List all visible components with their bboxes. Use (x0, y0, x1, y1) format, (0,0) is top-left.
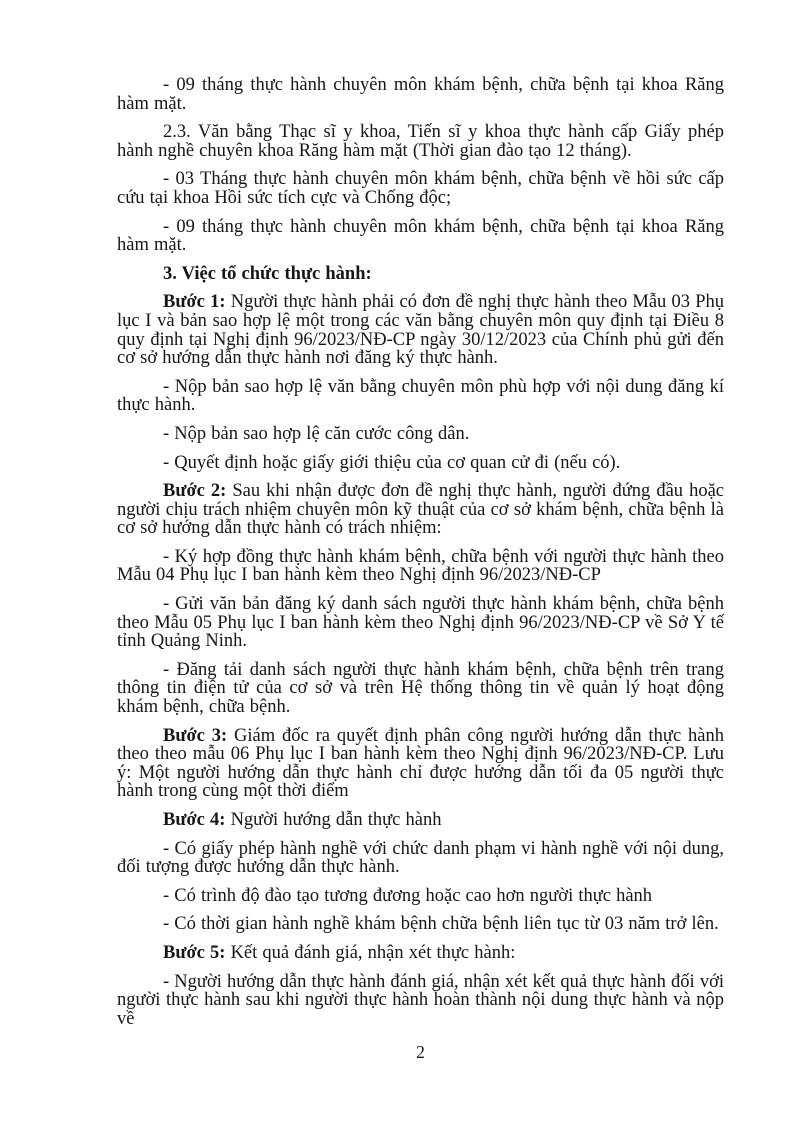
paragraph-bold-prefix: Bước 4: (163, 810, 226, 830)
paragraph (117, 218, 724, 255)
paragraph (117, 378, 724, 415)
paragraph (117, 661, 724, 717)
paragraph-text: - 09 tháng thực hành chuyên môn khám bệnh, chữa bệnh tại khoa Răng hàm mặt. (117, 216, 724, 256)
paragraph-text: - Nộp bản sao hợp lệ căn cước công dân. (163, 423, 470, 444)
paragraph-text: Giám đốc ra quyết định phân công người hướng dẫn thực hành theo theo mẫu 06 Phụ lục I ban hành kèm theo Nghị định 96/2023/NĐ-CP. Lưu ý: Một người hướng dẫn thực hành chỉ được hướng dẫn tối đa 05 người thực hành trong cùng một thời điểm (117, 725, 724, 802)
paragraph-text: Kết quả đánh giá, nhận xét thực hành: (225, 942, 516, 963)
paragraph-text: - Quyết định hoặc giấy giới thiệu của cơ quan cử đi (nếu có). (163, 452, 621, 473)
document-body (117, 76, 724, 1028)
paragraph-bold-prefix: Bước 3: (163, 725, 228, 746)
paragraph-text: - Đăng tải danh sách người thực hành khám bệnh, chữa bệnh trên trang thông tin điện tử của cơ sở và trên Hệ thống thông tin về quản lý hoạt động khám bệnh, chữa bệnh. (117, 659, 724, 718)
paragraph-text: - Có giấy phép hành nghề với chức danh phạm vi hành nghề với nội dung, đối tượng được hướng dẫn thực hành. (117, 838, 724, 878)
page-number: 2 (416, 1042, 425, 1062)
paragraph (117, 293, 724, 367)
paragraph-text: Người thực hành phải có đơn đề nghị thực hành theo Mẫu 03 Phụ lục I và bản sao hợp lệ một trong các văn bằng chuyên môn quy định tại Điều 8 quy định tại Nghị định 96/2023/NĐ-CP ngày 30/12/2023 của Chính phủ gửi đến cơ sở hướng dẫn thực hành nơi đăng ký thực hành. (117, 292, 724, 369)
paragraph-text: - Có thời gian hành nghề khám bệnh chữa bệnh liên tục từ 03 năm trở lên. (163, 914, 719, 935)
paragraph-text: - Ký hợp đồng thực hành khám bệnh, chữa bệnh với người thực hành theo Mẫu 04 Phụ lục I ban hành kèm theo Nghị định 96/2023/NĐ-CP (117, 546, 724, 586)
paragraph-text: - Người hướng dẫn thực hành đánh giá, nhận xét kết quả thực hành đối với người thực hành sau khi người thực hành hoàn thành nội dung thực hành và nộp về (117, 971, 724, 1029)
paragraph (117, 973, 724, 1029)
paragraph-text: - Nộp bản sao hợp lệ văn bằng chuyên môn phù hợp với nội dung đăng kí thực hành. (117, 376, 724, 416)
paragraph-bold-prefix: Bước 2: (163, 481, 227, 502)
paragraph-text: Người hướng dẫn thực hành (225, 810, 442, 830)
paragraph-text: - 09 tháng thực hành chuyên môn khám bệnh, chữa bệnh tại khoa Răng hàm mặt. (117, 75, 724, 114)
paragraph (117, 76, 724, 113)
paragraph-text: - 03 Tháng thực hành chuyên môn khám bệnh, chữa bệnh về hồi sức cấp cứu tại khoa Hồi sức tích cực và Chống độc; (117, 169, 724, 208)
paragraph-bold-prefix: Bước 5: (163, 942, 226, 963)
paragraph-text: - Gửi văn bản đăng ký danh sách người thực hành khám bệnh, chữa bệnh theo Mẫu 05 Phụ lục I ban hành kèm theo Nghị định 96/2023/NĐ-CP về Sở Y tế tỉnh Quảng Ninh. (117, 594, 724, 652)
paragraph (117, 811, 724, 830)
paragraph (117, 170, 724, 207)
paragraph (117, 425, 724, 444)
paragraph (117, 915, 724, 934)
paragraph (117, 454, 724, 473)
paragraph-text: - Có trình độ đào tạo tương đương hoặc cao hơn người thực hành (163, 885, 653, 906)
paragraph (117, 840, 724, 877)
paragraph-text: Sau khi nhận được đơn đề nghị thực hành, người đứng đầu hoặc người chịu trách nhiệm chuyên môn kỹ thuật của cơ sở khám bệnh, chữa bệnh là cơ sở hướng dẫn thực hành có trách nhiệm: (117, 481, 724, 539)
paragraph (117, 548, 724, 585)
paragraph (117, 887, 724, 906)
paragraph (117, 727, 724, 801)
paragraph (117, 595, 724, 651)
paragraph (117, 944, 724, 963)
paragraph-bold-prefix: 3. Việc tổ chức thực hành: (163, 263, 372, 284)
paragraph-bold-prefix: Bước 1: (163, 292, 226, 313)
paragraph (117, 123, 724, 160)
paragraph (117, 265, 724, 284)
paragraph-text: 2.3. Văn bằng Thạc sĩ y khoa, Tiến sĩ y khoa thực hành cấp Giấy phép hành nghề chuyên khoa Răng hàm mặt (Thời gian đào tạo 12 tháng). (117, 122, 724, 161)
paragraph (117, 482, 724, 538)
